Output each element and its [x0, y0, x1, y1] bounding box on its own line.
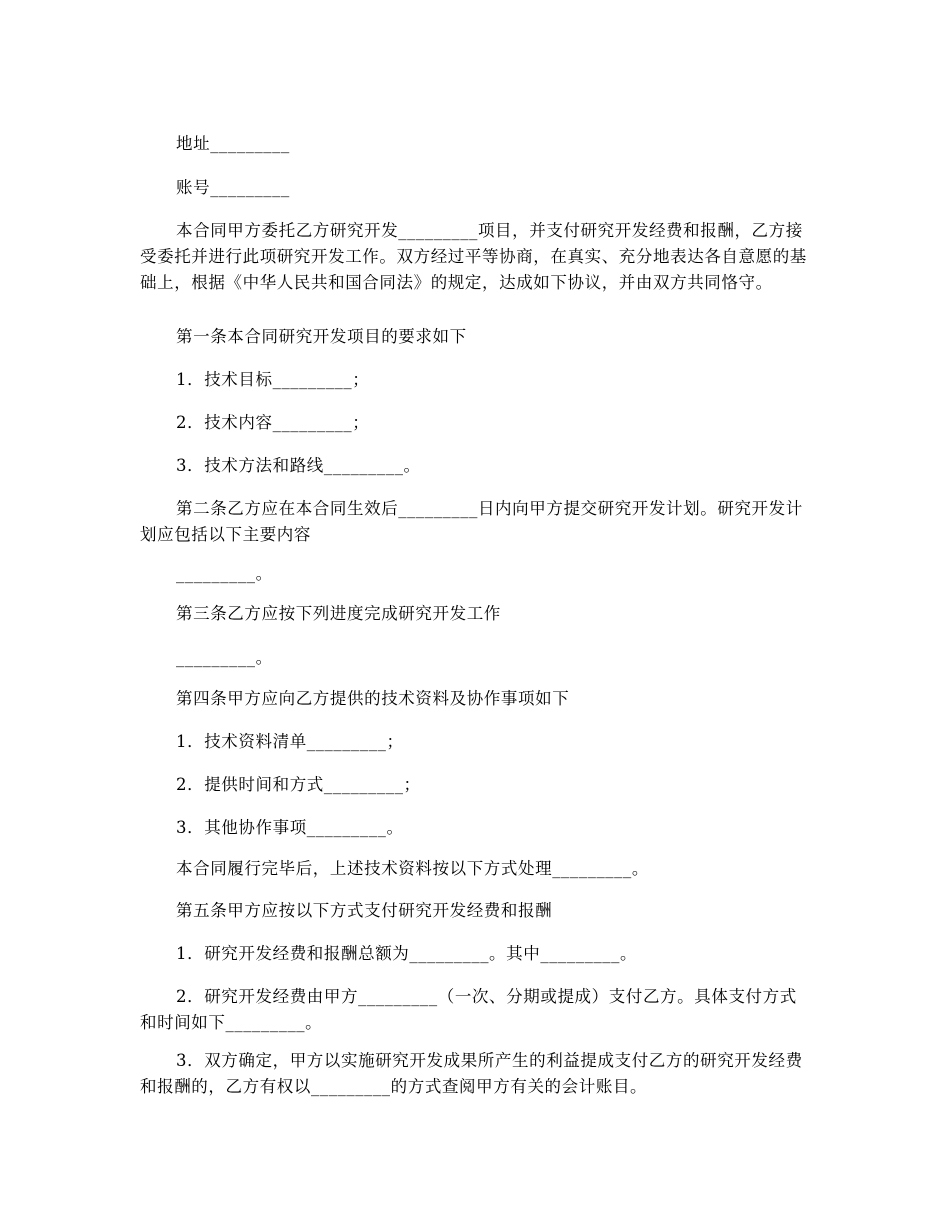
article-4-after-completion: 本合同履行完毕后，上述技术资料按以下方式处理_________。: [176, 859, 649, 878]
article-1-item-3: 3．技术方法和路线_________。: [176, 456, 421, 475]
article-4-item-3: 3．其他协作事项_________。: [176, 818, 404, 837]
article-5-item-1: 1．研究开发经费和报酬总额为_________。其中_________。: [176, 944, 638, 963]
address-line: 地址_________: [176, 134, 290, 153]
article-4-heading: 第四条甲方应向乙方提供的技术资料及协作事项如下: [176, 689, 570, 708]
article-5-item-2: 2．研究开发经费由甲方_________（一次、分期或提成）支付乙方。具体支付方式和时间如下_________。: [140, 987, 797, 1032]
article-2-blank: _________。: [176, 564, 273, 583]
article-4-item-2: 2．提供时间和方式_________；: [176, 775, 421, 794]
account-line: 账号_________: [176, 178, 290, 197]
article-5-item-3: 3．双方确定，甲方以实施研究开发成果所产生的利益提成支付乙方的研究开发经费和报酬的，乙方有权以_________的方式查阅甲方有关的会计账目。: [140, 1051, 803, 1096]
article-1-heading: 第一条本合同研究开发项目的要求如下: [176, 327, 467, 346]
article-5-heading: 第五条甲方应按以下方式支付研究开发经费和报酬: [176, 901, 553, 920]
article-3-blank: _________。: [176, 648, 273, 667]
article-1-item-1: 1．技术目标_________；: [176, 370, 370, 389]
preamble-paragraph: 本合同甲方委托乙方研究开发_________项目，并支付研究开发经费和报酬，乙方接受委托并进行此项研究开发工作。双方经过平等协商，在真实、充分地表达各自意愿的基础上，根据《中华人民共和国合同法》的规定，达成如下协议，并由双方共同恪守。: [140, 221, 807, 292]
article-1-item-2: 2．技术内容_________；: [176, 413, 370, 432]
article-3-heading: 第三条乙方应按下列进度完成研究开发工作: [176, 604, 501, 623]
article-4-item-1: 1．技术资料清单_________；: [176, 732, 404, 751]
article-2-paragraph: 第二条乙方应在本合同生效后_________日内向甲方提交研究开发计划。研究开发计划应包括以下主要内容: [140, 499, 803, 544]
